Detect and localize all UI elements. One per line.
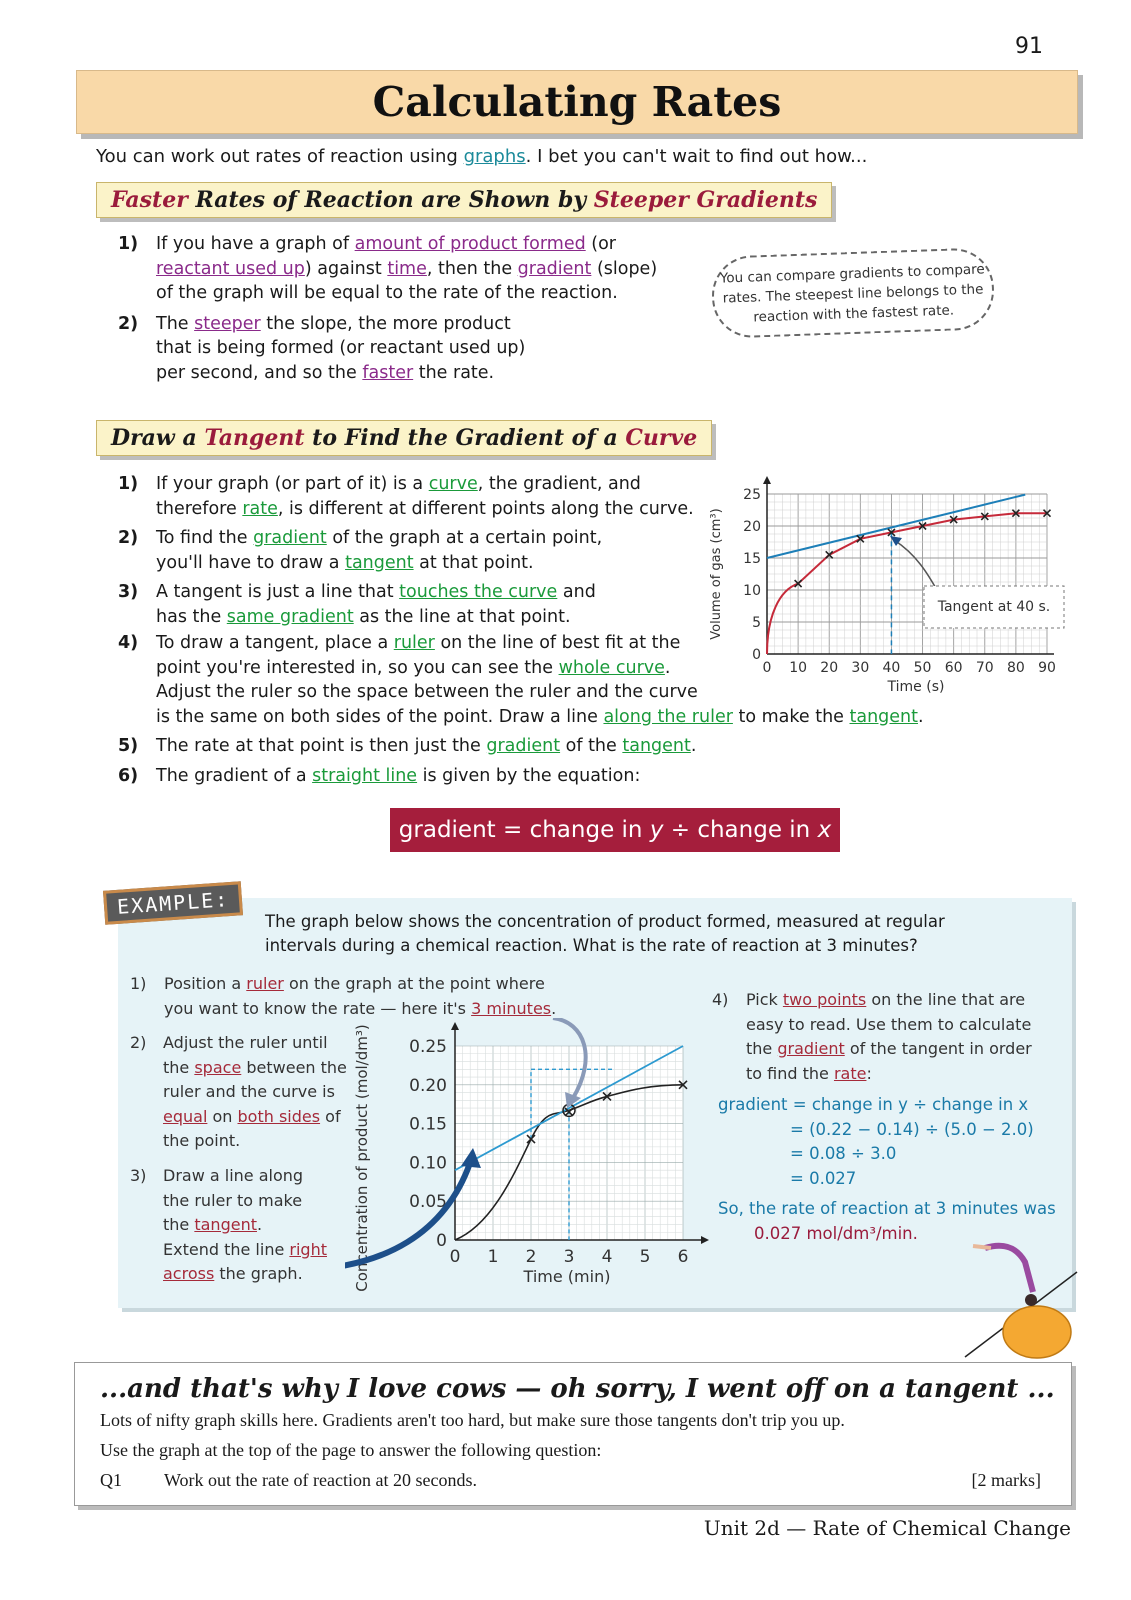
x-tick-label: 0 <box>449 1247 461 1267</box>
y-tick-label: 0.25 <box>409 1037 447 1057</box>
y-tick-label: 20 <box>743 519 761 535</box>
x-tick-label: 6 <box>677 1247 689 1267</box>
example-step-2: 2) Adjust the ruler until the space between the ruler and the curve is equal on both sides of the point. <box>130 1033 347 1150</box>
list-item: 3) A tangent is just a line that touches the curve and has the same gradient as the line at that point. <box>118 582 596 627</box>
example-step-1: 1) Position a ruler on the graph at the point where you want to know the rate — here it's 3 minutes. <box>130 974 557 1018</box>
x-tick-label: 80 <box>1006 660 1025 676</box>
list-item: 4) To draw a tangent, place a ruler on the line of best fit at the point you're interested in, so you can see the whole curve. Adjust the ruler so the space between the ruler and the curve is the same on both sides of the point. Draw a line along the ruler to make the tangent. <box>118 633 924 727</box>
example-step-3: 3) Draw a line along the ruler to make the tangent. Extend the line right across the graph. <box>130 1166 327 1283</box>
x-tick-label: 70 <box>975 660 994 676</box>
y-tick-label: 0.10 <box>409 1153 447 1174</box>
section2-heading: Draw a Tangent to Find the Gradient of a Curve <box>96 420 712 456</box>
gymnast-illustration <box>945 1232 1080 1362</box>
summary-line-2: Use the graph at the top of the page to answer the following question: <box>100 1440 602 1460</box>
y-axis-label: Volume of gas (cm³) <box>709 508 724 640</box>
list-item: 5) The rate at that point is then just the gradient of the tangent. <box>118 736 697 756</box>
y-tick-label: 0 <box>752 647 761 663</box>
y-axis-arrow <box>451 1022 459 1030</box>
page-title: Calculating Rates <box>372 78 782 126</box>
tangent-annotation: Tangent at 40 s. <box>937 599 1051 615</box>
x-tick-label: 4 <box>601 1247 613 1267</box>
x-tick-label: 5 <box>639 1247 651 1267</box>
link-graphs: graphs <box>463 146 526 167</box>
x-axis-label: Time (min) <box>523 1267 611 1286</box>
x-tick-label: 3 <box>563 1247 575 1267</box>
y-tick-label: 0 <box>436 1231 447 1251</box>
intro-text: You can work out rates of reaction using graphs. I bet you can't wait to find out how... <box>96 146 868 167</box>
concentration-chart <box>345 1018 715 1293</box>
list-item: 2) To find the gradient of the graph at a certain point, you'll have to draw a tangent at that point. <box>118 528 603 573</box>
list-item: 6) The gradient of a straight line is given by the equation: <box>118 765 641 786</box>
y-tick-label: 0.15 <box>409 1114 447 1135</box>
y-axis-arrow <box>763 476 771 484</box>
x-tick-label: 60 <box>944 660 963 676</box>
list-item: 2) The steeper the slope, the more product that is being formed (or reactant used up) per second, and so the faster the rate. <box>118 313 526 383</box>
gradient-calculation: gradient = change in y ÷ change in x = (0.22 − 0.14) ÷ (5.0 − 2.0) = 0.08 ÷ 3.0 = 0.027 So, the rate of reaction at 3 minutes was 0.027 mol/dm³/min. <box>718 1095 1056 1243</box>
example-question: The graph below shows the concentration of product formed, measured at regular intervals during a chemical reaction. What is the rate of reaction at 3 minutes? <box>265 912 945 955</box>
y-axis-label: Concentration of product (mol/dm³) <box>353 1024 371 1292</box>
y-tick-label: 15 <box>743 551 761 567</box>
gas-volume-chart <box>706 474 1076 704</box>
section1-list <box>96 232 716 385</box>
x-tick-label: 30 <box>851 660 870 676</box>
x-tick-label: 40 <box>882 660 901 676</box>
gradient-formula: gradient = change in y ÷ change in x <box>390 808 840 852</box>
x-tick-label: 0 <box>762 660 772 676</box>
x-axis-arrow <box>701 1236 709 1244</box>
chart-ticks <box>743 487 1056 676</box>
title-banner <box>76 70 1078 134</box>
y-tick-label: 0.05 <box>409 1192 447 1213</box>
x-tick-label: 90 <box>1038 660 1056 676</box>
x-tick-label: 2 <box>525 1247 537 1267</box>
y-tick-label: 5 <box>752 615 761 631</box>
x-tick-label: 20 <box>820 660 839 676</box>
list-item: 1) If your graph (or part of it) is a curve, the gradient, and therefore rate, is different at different points along the curve. <box>118 474 694 519</box>
x-axis-label: Time (s) <box>887 679 945 695</box>
side-note: You can compare gradients to compare rates. The steepest line belongs to the reaction with the fastest rate. <box>711 247 996 339</box>
example-tag: EXAMPLE: <box>103 881 243 925</box>
y-tick-label: 25 <box>743 487 761 503</box>
list-item: 1) If you have a graph of amount of product formed (or reactant used up) against time, then the gradient (slope) of the graph will be equal to the rate of the reaction. <box>118 234 658 303</box>
section1-heading: Faster Rates of Reaction are Shown by Steeper Gradients <box>96 182 832 218</box>
summary-title: ...and that's why I love cows — oh sorry, I went off on a tangent ... <box>100 1374 1055 1404</box>
page-number: 91 <box>1015 34 1043 59</box>
question-marks: [2 marks] <box>971 1470 1041 1490</box>
y-tick-label: 0.20 <box>409 1075 447 1096</box>
unit-footer: Unit 2d — Rate of Chemical Change <box>703 1516 1071 1540</box>
question-text: Work out the rate of reaction at 20 seconds. <box>164 1470 477 1490</box>
x-tick-label: 10 <box>789 660 808 676</box>
x-tick-label: 1 <box>487 1247 499 1267</box>
y-tick-label: 10 <box>743 583 761 599</box>
question-number: Q1 <box>100 1470 122 1490</box>
summary-line-1: Lots of nifty graph skills here. Gradients aren't too hard, but make sure those tangents don't trip you up. <box>100 1410 845 1430</box>
x-tick-label: 50 <box>913 660 932 676</box>
example-step-4: 4) Pick two points on the line that are easy to read. Use them to calculate the gradient of the tangent in order to find the rate: <box>712 990 1032 1083</box>
